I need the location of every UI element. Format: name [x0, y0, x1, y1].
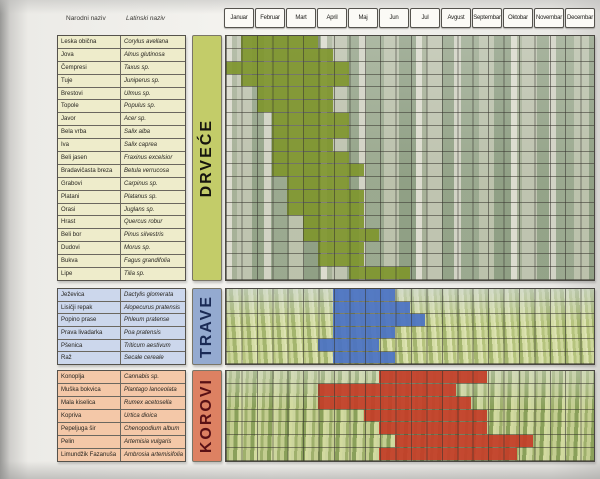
species-row — [58, 242, 185, 255]
grasses-section-label: TRAVE — [198, 294, 215, 359]
species-common-name: Čempresi — [58, 62, 121, 74]
species-common-name: Platani — [58, 191, 121, 203]
species-latin-name: Ulmus sp. — [124, 90, 151, 97]
species-latin-name: Betula verrucosa — [124, 167, 170, 174]
grid-lines-overlay — [226, 289, 594, 364]
month-header-cell: Novembar — [534, 8, 564, 28]
species-common-name: Pepeljuga šir — [58, 423, 121, 435]
species-common-name: Bradavičasta breza — [58, 165, 121, 177]
month-header-cell: Februar — [255, 8, 285, 28]
grid-lines-overlay — [226, 371, 594, 461]
species-common-name: Kopriva — [58, 410, 121, 422]
species-row — [58, 229, 185, 242]
species-latin-name: Cannabis sp. — [124, 374, 160, 380]
species-row — [58, 49, 185, 62]
species-common-name: Lisičji repak — [58, 302, 121, 314]
grasses-name-table — [57, 288, 186, 365]
grasses-section-tab — [192, 288, 222, 365]
species-latin-name: Salix alba — [124, 129, 151, 136]
species-latin-name: Fagus grandifolia — [124, 258, 171, 265]
species-row — [58, 204, 185, 217]
species-common-name: Mala kiselica — [58, 397, 121, 409]
species-latin-name: Fraxinus excelsior — [124, 154, 173, 161]
species-row — [58, 371, 185, 384]
species-row — [58, 327, 185, 340]
species-row — [58, 62, 185, 75]
species-latin-name: Corylus avellana — [124, 38, 169, 45]
species-row — [58, 126, 185, 139]
species-common-name: Muška bokvica — [58, 384, 121, 396]
species-latin-name: Alopecurus pratensis — [124, 304, 181, 311]
species-row — [58, 340, 185, 353]
species-common-name: Konoplja — [58, 371, 121, 383]
month-header-cell: Oktobar — [503, 8, 533, 28]
species-latin-name: Acer sp. — [124, 116, 147, 123]
species-latin-name: Artemisia vulgaris — [124, 439, 172, 445]
month-header-cell: Mart — [286, 8, 316, 28]
month-header-cell: Avgust — [441, 8, 471, 28]
species-common-name: Lipe — [58, 268, 121, 280]
species-latin-name: Tilia sp. — [124, 270, 145, 277]
species-common-name: Bela vrba — [58, 126, 121, 138]
species-latin-name: Dactylis glomerata — [124, 291, 174, 298]
month-header-cell: Jul — [410, 8, 440, 28]
species-common-name: Limundžik Fazanuša — [58, 449, 121, 461]
species-row — [58, 314, 185, 327]
month-header-cell: Jun — [379, 8, 409, 28]
weeds-section-tab — [192, 370, 222, 462]
weeds-name-table — [57, 370, 186, 462]
species-row — [58, 302, 185, 315]
species-common-name: Bukva — [58, 255, 121, 267]
species-latin-name: Poa pratensis — [124, 329, 161, 336]
species-latin-name: Pinus silvestris — [124, 232, 164, 239]
species-common-name: Javor — [58, 113, 121, 125]
species-row — [58, 139, 185, 152]
common-name-column-header: Narodni naziv — [66, 15, 106, 22]
species-row — [58, 436, 185, 449]
species-common-name: Grabovi — [58, 178, 121, 190]
species-common-name: Brestovi — [58, 88, 121, 100]
species-latin-name: Populus sp. — [124, 103, 156, 110]
species-row — [58, 352, 185, 364]
species-common-name: Dudovi — [58, 242, 121, 254]
species-latin-name: Chenopodium album — [124, 426, 180, 432]
species-common-name: Ježevica — [58, 289, 121, 301]
species-latin-name: Carpinus sp. — [124, 180, 158, 187]
species-row — [58, 88, 185, 101]
trees-section-label: DRVEĆE — [198, 118, 215, 198]
species-latin-name: Salix caprea — [124, 142, 158, 149]
trees-name-table — [57, 35, 186, 281]
species-common-name: Jova — [58, 49, 121, 61]
species-common-name: Tuje — [58, 75, 121, 87]
species-latin-name: Juglans sp. — [124, 206, 155, 213]
species-common-name: Iva — [58, 139, 121, 151]
species-row — [58, 75, 185, 88]
species-row — [58, 152, 185, 165]
species-latin-name: Secale cereale — [124, 355, 164, 362]
weeds-section-label: KOROVI — [198, 378, 215, 454]
grasses-calendar-grid — [225, 288, 595, 365]
species-common-name: Pšenica — [58, 340, 121, 352]
species-row — [58, 216, 185, 229]
species-row — [58, 113, 185, 126]
species-row — [58, 289, 185, 302]
month-header-row — [224, 8, 595, 28]
species-common-name: Beli bor — [58, 229, 121, 241]
species-common-name: Raž — [58, 352, 121, 364]
species-latin-name: Quercus robur — [124, 219, 163, 226]
grid-lines-overlay — [226, 36, 594, 280]
species-latin-name: Urtica dioica — [124, 413, 158, 419]
species-common-name: Prava livadarka — [58, 327, 121, 339]
species-row — [58, 255, 185, 268]
species-latin-name: Rumex acetosella — [124, 400, 172, 406]
trees-section-tab — [192, 35, 222, 281]
species-row — [58, 397, 185, 410]
species-common-name: Orasi — [58, 204, 121, 216]
weeds-calendar-grid — [225, 370, 595, 462]
species-latin-name: Platanus sp. — [124, 193, 158, 200]
species-row — [58, 36, 185, 49]
species-common-name: Hrast — [58, 216, 121, 228]
species-latin-name: Ambrosia artemisifolia — [124, 452, 184, 458]
species-latin-name: Juniperus sp. — [124, 77, 160, 84]
species-latin-name: Morus sp. — [124, 245, 151, 252]
species-row — [58, 423, 185, 436]
species-row — [58, 410, 185, 423]
species-common-name: Beli jasen — [58, 152, 121, 164]
month-header-cell: April — [317, 8, 347, 28]
species-latin-name: Phleum pratense — [124, 317, 170, 324]
species-latin-name: Taxus sp. — [124, 64, 150, 71]
month-header-cell: Maj — [348, 8, 378, 28]
species-common-name: Leska obična — [58, 36, 121, 48]
species-latin-name: Alnus glutinosa — [124, 51, 165, 58]
species-row — [58, 178, 185, 191]
latin-name-column-header: Latinski naziv — [126, 15, 166, 22]
month-header-cell: Januar — [224, 8, 254, 28]
species-common-name: Popino prase — [58, 314, 121, 326]
species-latin-name: Plantago lanceolata — [124, 387, 177, 393]
month-header-cell: Decembar — [565, 8, 595, 28]
month-header-cell: Septembar — [472, 8, 502, 28]
species-common-name: Topole — [58, 100, 121, 112]
species-row — [58, 165, 185, 178]
species-row — [58, 268, 185, 280]
species-latin-name: Triticum aestivum — [124, 342, 171, 349]
species-row — [58, 100, 185, 113]
species-row — [58, 191, 185, 204]
species-row — [58, 449, 185, 461]
species-common-name: Pelin — [58, 436, 121, 448]
species-row — [58, 384, 185, 397]
trees-calendar-grid — [225, 35, 595, 281]
